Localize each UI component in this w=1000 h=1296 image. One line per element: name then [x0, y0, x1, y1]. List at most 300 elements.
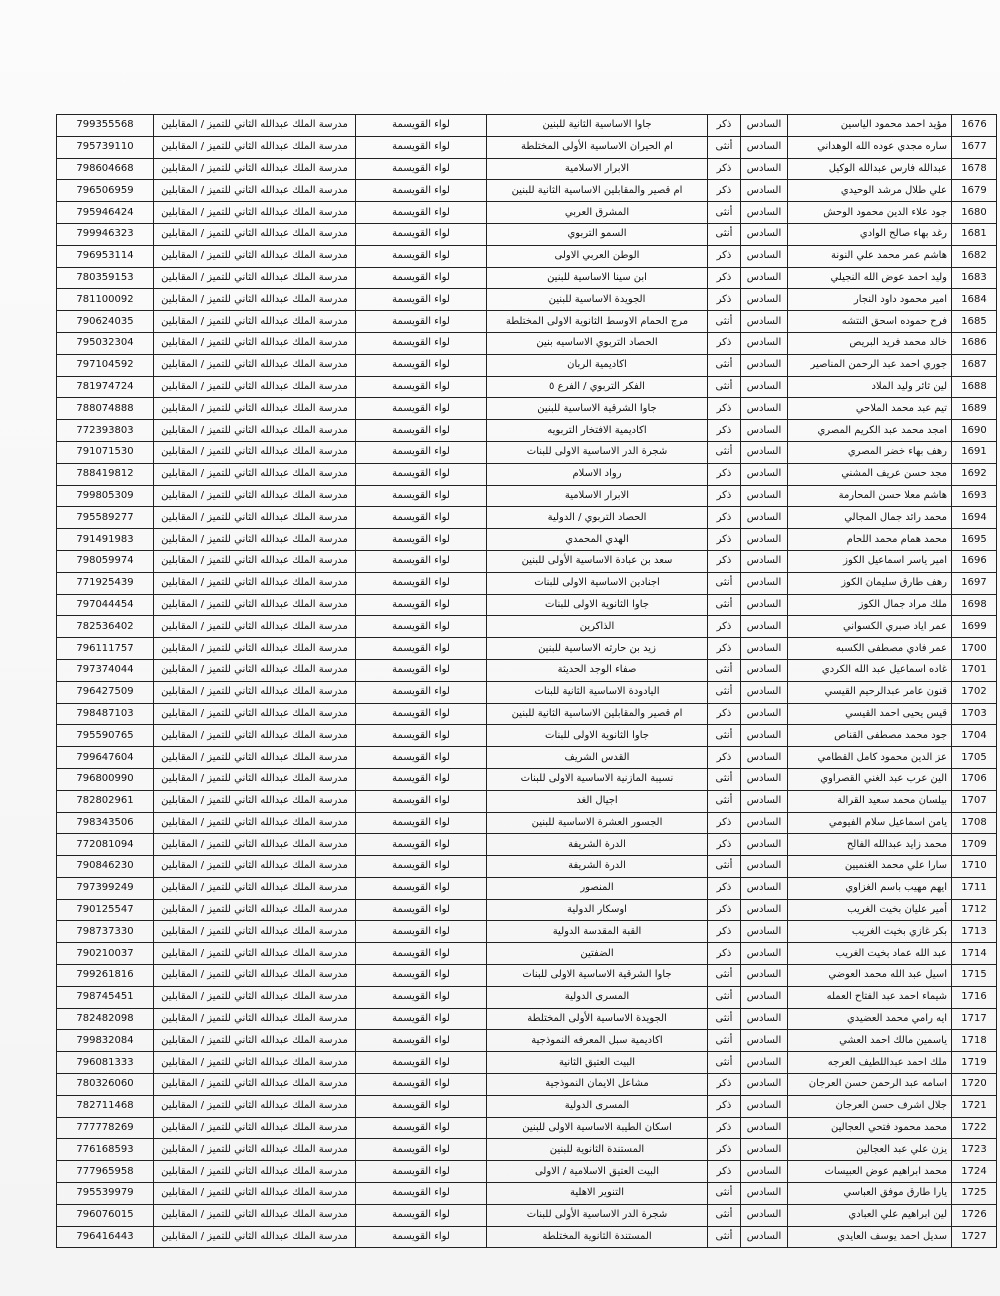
table-row	[57, 703, 997, 725]
grade-cell: السادس	[741, 856, 788, 878]
table-row	[57, 1052, 997, 1074]
seat-number: 797374044	[57, 659, 154, 681]
student-name: سارا علي محمد الغنميين	[788, 856, 952, 878]
gender-cell: أنثى	[708, 790, 741, 812]
directorate-cell: لواء القويسمة	[356, 441, 487, 463]
table-row	[57, 245, 997, 267]
table-row	[57, 856, 997, 878]
gender-cell: أنثى	[708, 1183, 741, 1205]
exam-center: مدرسة الملك عبدالله الثاني للتميز / المقابلين	[154, 1008, 356, 1030]
table-row	[57, 202, 997, 224]
row-number: 1694	[952, 507, 997, 529]
seat-number: 795946424	[57, 202, 154, 224]
student-name: ايهم مهيب باسم الغزاوي	[788, 877, 952, 899]
grade-cell: السادس	[741, 572, 788, 594]
student-name: محمد زايد عبدالله الفالح	[788, 834, 952, 856]
directorate-cell: لواء القويسمة	[356, 899, 487, 921]
exam-center: مدرسة الملك عبدالله الثاني للتميز / المقابلين	[154, 725, 356, 747]
directorate-cell: لواء القويسمة	[356, 420, 487, 442]
grade-cell: السادس	[741, 376, 788, 398]
school-name: صفاء الوجد الحديثة	[487, 659, 708, 681]
table-row	[57, 790, 997, 812]
seat-number: 795590765	[57, 725, 154, 747]
gender-cell: ذكر	[708, 616, 741, 638]
student-name: اسيل عبد الله محمد العوضي	[788, 965, 952, 987]
grade-cell: السادس	[741, 507, 788, 529]
student-name: ملك احمد عبداللطيف العرجه	[788, 1052, 952, 1074]
grade-cell: السادس	[741, 180, 788, 202]
gender-cell: ذكر	[708, 180, 741, 202]
school-name: ام قصير والمقابلين الاساسية الثانية للبنين	[487, 180, 708, 202]
grade-cell: السادس	[741, 877, 788, 899]
directorate-cell: لواء القويسمة	[356, 115, 487, 137]
row-number: 1681	[952, 223, 997, 245]
table-row	[57, 158, 997, 180]
grade-cell: السادس	[741, 790, 788, 812]
row-number: 1686	[952, 332, 997, 354]
row-number: 1689	[952, 398, 997, 420]
school-name: رواد الاسلام	[487, 463, 708, 485]
school-name: التنوير الاهلية	[487, 1183, 708, 1205]
school-name: جاوا الثانوية الاولى للبنات	[487, 594, 708, 616]
row-number: 1685	[952, 311, 997, 333]
grade-cell: السادس	[741, 289, 788, 311]
seat-number: 798745451	[57, 986, 154, 1008]
directorate-cell: لواء القويسمة	[356, 834, 487, 856]
row-number: 1692	[952, 463, 997, 485]
student-name: رغد بهاء صالح الوادي	[788, 223, 952, 245]
row-number: 1679	[952, 180, 997, 202]
student-name: هاشم عمر محمد علي النونة	[788, 245, 952, 267]
directorate-cell: لواء القويسمة	[356, 594, 487, 616]
exam-center: مدرسة الملك عبدالله الثاني للتميز / المقابلين	[154, 681, 356, 703]
seat-number: 788419812	[57, 463, 154, 485]
student-name: عبد الله عماد بخيت الغريب	[788, 943, 952, 965]
grade-cell: السادس	[741, 267, 788, 289]
row-number: 1683	[952, 267, 997, 289]
gender-cell: ذكر	[708, 834, 741, 856]
student-name: رهف بهاء خضر المصري	[788, 441, 952, 463]
grade-cell: السادس	[741, 420, 788, 442]
table-row	[57, 1204, 997, 1226]
directorate-cell: لواء القويسمة	[356, 703, 487, 725]
gender-cell: أنثى	[708, 223, 741, 245]
seat-number: 781974724	[57, 376, 154, 398]
row-number: 1695	[952, 529, 997, 551]
school-name: الذاكرين	[487, 616, 708, 638]
seat-number: 777778269	[57, 1117, 154, 1139]
row-number: 1705	[952, 747, 997, 769]
directorate-cell: لواء القويسمة	[356, 332, 487, 354]
grade-cell: السادس	[741, 136, 788, 158]
school-name: الفكر التربوي / الفرع ٥	[487, 376, 708, 398]
exam-center: مدرسة الملك عبدالله الثاني للتميز / المقابلين	[154, 485, 356, 507]
school-name: اوسكار الدولية	[487, 899, 708, 921]
exam-center: مدرسة الملك عبدالله الثاني للتميز / المقابلين	[154, 289, 356, 311]
student-name: محمد همام محمد اللحام	[788, 529, 952, 551]
exam-center: مدرسة الملك عبدالله الثاني للتميز / المقابلين	[154, 943, 356, 965]
seat-number: 799355568	[57, 115, 154, 137]
student-name: خالد محمد فريد البريص	[788, 332, 952, 354]
gender-cell: أنثى	[708, 354, 741, 376]
table-row	[57, 768, 997, 790]
gender-cell: ذكر	[708, 332, 741, 354]
student-name: فرح حموده اسحق النتشه	[788, 311, 952, 333]
seat-number: 798737330	[57, 921, 154, 943]
student-roster-table	[56, 114, 997, 1248]
student-name: عبدالله فارس عبدالله الوكيل	[788, 158, 952, 180]
grade-cell: السادس	[741, 986, 788, 1008]
gender-cell: ذكر	[708, 550, 741, 572]
student-name: وليد احمد عوض الله النجيلي	[788, 267, 952, 289]
table-row	[57, 1095, 997, 1117]
row-number: 1708	[952, 812, 997, 834]
school-name: اكاديمية الافتخار التربويه	[487, 420, 708, 442]
seat-number: 798487103	[57, 703, 154, 725]
directorate-cell: لواء القويسمة	[356, 311, 487, 333]
table-row	[57, 572, 997, 594]
directorate-cell: لواء القويسمة	[356, 376, 487, 398]
school-name: ابن سينا الاساسية للبنين	[487, 267, 708, 289]
student-name: يارا طارق موفق العباسي	[788, 1183, 952, 1205]
directorate-cell: لواء القويسمة	[356, 1139, 487, 1161]
student-name: عز الدين محمود كامل القطامي	[788, 747, 952, 769]
seat-number: 799946323	[57, 223, 154, 245]
exam-center: مدرسة الملك عبدالله الثاني للتميز / المقابلين	[154, 550, 356, 572]
seat-number: 791071530	[57, 441, 154, 463]
exam-center: مدرسة الملك عبدالله الثاني للتميز / المقابلين	[154, 1139, 356, 1161]
gender-cell: ذكر	[708, 1095, 741, 1117]
seat-number: 772081094	[57, 834, 154, 856]
school-name: السمو التربوي	[487, 223, 708, 245]
table-row	[57, 289, 997, 311]
row-number: 1727	[952, 1226, 997, 1248]
directorate-cell: لواء القويسمة	[356, 245, 487, 267]
row-number: 1725	[952, 1183, 997, 1205]
seat-number: 796427509	[57, 681, 154, 703]
grade-cell: السادس	[741, 1052, 788, 1074]
school-name: البيت العتيق الاسلامية / الاولى	[487, 1161, 708, 1183]
school-name: شجرة الدر الاساسية الأولى للبنات	[487, 1204, 708, 1226]
grade-cell: السادس	[741, 1161, 788, 1183]
row-number: 1700	[952, 638, 997, 660]
seat-number: 799832084	[57, 1030, 154, 1052]
grade-cell: السادس	[741, 659, 788, 681]
row-number: 1691	[952, 441, 997, 463]
directorate-cell: لواء القويسمة	[356, 943, 487, 965]
row-number: 1682	[952, 245, 997, 267]
directorate-cell: لواء القويسمة	[356, 616, 487, 638]
student-name: يزن علي عبد العجالين	[788, 1139, 952, 1161]
directorate-cell: لواء القويسمة	[356, 877, 487, 899]
school-name: اجيال الغد	[487, 790, 708, 812]
exam-center: مدرسة الملك عبدالله الثاني للتميز / المقابلين	[154, 158, 356, 180]
table-row	[57, 376, 997, 398]
directorate-cell: لواء القويسمة	[356, 659, 487, 681]
table-row	[57, 594, 997, 616]
school-name: جاوا الاساسية الثانية للبنين	[487, 115, 708, 137]
school-name: المشرق العربي	[487, 202, 708, 224]
school-name: جاوا الشرقية الاساسية للبنين	[487, 398, 708, 420]
grade-cell: السادس	[741, 747, 788, 769]
seat-number: 796800990	[57, 768, 154, 790]
exam-center: مدرسة الملك عبدالله الثاني للتميز / المقابلين	[154, 790, 356, 812]
grade-cell: السادس	[741, 223, 788, 245]
student-name: امير ياسر اسماعيل الكوز	[788, 550, 952, 572]
seat-number: 781100092	[57, 289, 154, 311]
table-row	[57, 1074, 997, 1096]
exam-center: مدرسة الملك عبدالله الثاني للتميز / المقابلين	[154, 1095, 356, 1117]
student-name: شيماء احمد عبد الفتاح العمله	[788, 986, 952, 1008]
seat-number: 782536402	[57, 616, 154, 638]
school-name: الجويدة الاساسية للبنين	[487, 289, 708, 311]
seat-number: 772393803	[57, 420, 154, 442]
directorate-cell: لواء القويسمة	[356, 529, 487, 551]
table-row	[57, 115, 997, 137]
table-row	[57, 1030, 997, 1052]
row-number: 1718	[952, 1030, 997, 1052]
student-name: عمر فادي مصطفى الكسبه	[788, 638, 952, 660]
seat-number: 797044454	[57, 594, 154, 616]
seat-number: 795739110	[57, 136, 154, 158]
gender-cell: أنثى	[708, 659, 741, 681]
exam-center: مدرسة الملك عبدالله الثاني للتميز / المقابلين	[154, 965, 356, 987]
directorate-cell: لواء القويسمة	[356, 768, 487, 790]
table-row	[57, 725, 997, 747]
table-row	[57, 180, 997, 202]
gender-cell: ذكر	[708, 747, 741, 769]
school-name: مرج الحمام الاوسط الثانوية الاولى المختلطة	[487, 311, 708, 333]
row-number: 1711	[952, 877, 997, 899]
exam-center: مدرسة الملك عبدالله الثاني للتميز / المقابلين	[154, 376, 356, 398]
directorate-cell: لواء القويسمة	[356, 180, 487, 202]
table-row	[57, 616, 997, 638]
table-row	[57, 1117, 997, 1139]
exam-center: مدرسة الملك عبدالله الثاني للتميز / المقابلين	[154, 703, 356, 725]
grade-cell: السادس	[741, 812, 788, 834]
exam-center: مدرسة الملك عبدالله الثاني للتميز / المقابلين	[154, 659, 356, 681]
school-name: المسرى الدولية	[487, 1095, 708, 1117]
grade-cell: السادس	[741, 681, 788, 703]
grade-cell: السادس	[741, 1183, 788, 1205]
school-name: جاوا الثانوية الاولى للبنات	[487, 725, 708, 747]
directorate-cell: لواء القويسمة	[356, 158, 487, 180]
gender-cell: أنثى	[708, 136, 741, 158]
grade-cell: السادس	[741, 441, 788, 463]
seat-number: 780359153	[57, 267, 154, 289]
table-row	[57, 943, 997, 965]
seat-number: 796111757	[57, 638, 154, 660]
student-name: هاشم معلا حسن المحارمة	[788, 485, 952, 507]
exam-center: مدرسة الملك عبدالله الثاني للتميز / المقابلين	[154, 812, 356, 834]
exam-center: مدرسة الملك عبدالله الثاني للتميز / المقابلين	[154, 115, 356, 137]
gender-cell: أنثى	[708, 965, 741, 987]
grade-cell: السادس	[741, 1074, 788, 1096]
gender-cell: أنثى	[708, 856, 741, 878]
grade-cell: السادس	[741, 899, 788, 921]
table-row	[57, 1183, 997, 1205]
seat-number: 799805309	[57, 485, 154, 507]
school-name: الجويدة الاساسية الأولى المختلطة	[487, 1008, 708, 1030]
row-number: 1726	[952, 1204, 997, 1226]
directorate-cell: لواء القويسمة	[356, 812, 487, 834]
gender-cell: أنثى	[708, 1052, 741, 1074]
grade-cell: السادس	[741, 529, 788, 551]
gender-cell: ذكر	[708, 158, 741, 180]
gender-cell: أنثى	[708, 1204, 741, 1226]
student-name: جلال اشرف حسن العرجان	[788, 1095, 952, 1117]
grade-cell: السادس	[741, 1117, 788, 1139]
exam-center: مدرسة الملك عبدالله الثاني للتميز / المقابلين	[154, 441, 356, 463]
school-name: الدرة الشريفة	[487, 856, 708, 878]
grade-cell: السادس	[741, 1226, 788, 1248]
student-name: أمير عليان بخيت الغريب	[788, 899, 952, 921]
directorate-cell: لواء القويسمة	[356, 1161, 487, 1183]
row-number: 1698	[952, 594, 997, 616]
exam-center: مدرسة الملك عبدالله الثاني للتميز / المقابلين	[154, 180, 356, 202]
table-row	[57, 1226, 997, 1248]
student-name: جود علاء الدين محمود الوحش	[788, 202, 952, 224]
directorate-cell: لواء القويسمة	[356, 1117, 487, 1139]
directorate-cell: لواء القويسمة	[356, 1008, 487, 1030]
exam-center: مدرسة الملك عبدالله الثاني للتميز / المقابلين	[154, 594, 356, 616]
seat-number: 798343506	[57, 812, 154, 834]
exam-center: مدرسة الملك عبدالله الثاني للتميز / المقابلين	[154, 463, 356, 485]
directorate-cell: لواء القويسمة	[356, 681, 487, 703]
row-number: 1723	[952, 1139, 997, 1161]
gender-cell: أنثى	[708, 594, 741, 616]
row-number: 1678	[952, 158, 997, 180]
student-name: محمد رائد جمال المجالي	[788, 507, 952, 529]
gender-cell: أنثى	[708, 986, 741, 1008]
student-name: جود محمد مصطفى القناص	[788, 725, 952, 747]
seat-number: 796076015	[57, 1204, 154, 1226]
grade-cell: السادس	[741, 594, 788, 616]
exam-center: مدرسة الملك عبدالله الثاني للتميز / المقابلين	[154, 354, 356, 376]
grade-cell: السادس	[741, 1030, 788, 1052]
student-name: ايه رامي محمد العضيدي	[788, 1008, 952, 1030]
gender-cell: ذكر	[708, 485, 741, 507]
student-name: ساره مجدي عوده الله الوهداني	[788, 136, 952, 158]
gender-cell: أنثى	[708, 1008, 741, 1030]
seat-number: 799647604	[57, 747, 154, 769]
exam-center: مدرسة الملك عبدالله الثاني للتميز / المقابلين	[154, 638, 356, 660]
table-row	[57, 1139, 997, 1161]
student-name: ياسمين مالك احمد العشي	[788, 1030, 952, 1052]
table-row	[57, 877, 997, 899]
grade-cell: السادس	[741, 768, 788, 790]
row-number: 1677	[952, 136, 997, 158]
school-name: ام قصير والمقابلين الاساسية الثانية للبنين	[487, 703, 708, 725]
grade-cell: السادس	[741, 332, 788, 354]
school-name: الهدي المحمدي	[487, 529, 708, 551]
seat-number: 780326060	[57, 1074, 154, 1096]
gender-cell: ذكر	[708, 1139, 741, 1161]
grade-cell: السادس	[741, 1204, 788, 1226]
directorate-cell: لواء القويسمة	[356, 1052, 487, 1074]
row-number: 1716	[952, 986, 997, 1008]
table-row	[57, 550, 997, 572]
seat-number: 798604668	[57, 158, 154, 180]
directorate-cell: لواء القويسمة	[356, 485, 487, 507]
gender-cell: أنثى	[708, 376, 741, 398]
table-row	[57, 223, 997, 245]
school-name: الابرار الاسلامية	[487, 158, 708, 180]
row-number: 1690	[952, 420, 997, 442]
school-name: زيد بن حارثه الاساسية للبنين	[487, 638, 708, 660]
seat-number: 777965958	[57, 1161, 154, 1183]
grade-cell: السادس	[741, 115, 788, 137]
row-number: 1697	[952, 572, 997, 594]
grade-cell: السادس	[741, 158, 788, 180]
gender-cell: ذكر	[708, 463, 741, 485]
exam-center: مدرسة الملك عبدالله الثاني للتميز / المقابلين	[154, 986, 356, 1008]
exam-center: مدرسة الملك عبدالله الثاني للتميز / المقابلين	[154, 856, 356, 878]
exam-center: مدرسة الملك عبدالله الثاني للتميز / المقابلين	[154, 267, 356, 289]
grade-cell: السادس	[741, 202, 788, 224]
directorate-cell: لواء القويسمة	[356, 725, 487, 747]
row-number: 1680	[952, 202, 997, 224]
row-number: 1676	[952, 115, 997, 137]
exam-center: مدرسة الملك عبدالله الثاني للتميز / المقابلين	[154, 899, 356, 921]
school-name: شجرة الدر الاساسية الاولى للبنات	[487, 441, 708, 463]
row-number: 1712	[952, 899, 997, 921]
directorate-cell: لواء القويسمة	[356, 965, 487, 987]
school-name: الحصاد التربوي الاساسيه بنين	[487, 332, 708, 354]
table-row	[57, 420, 997, 442]
gender-cell: أنثى	[708, 441, 741, 463]
gender-cell: ذكر	[708, 289, 741, 311]
exam-center: مدرسة الملك عبدالله الثاني للتميز / المقابلين	[154, 572, 356, 594]
grade-cell: السادس	[741, 943, 788, 965]
student-name: اسامه عبد الرحمن حسن العرجان	[788, 1074, 952, 1096]
exam-center: مدرسة الملك عبدالله الثاني للتميز / المقابلين	[154, 398, 356, 420]
directorate-cell: لواء القويسمة	[356, 1074, 487, 1096]
school-name: اسكان الطيبة الاساسية الاولى للبنين	[487, 1117, 708, 1139]
exam-center: مدرسة الملك عبدالله الثاني للتميز / المقابلين	[154, 768, 356, 790]
row-number: 1702	[952, 681, 997, 703]
table-row	[57, 812, 997, 834]
exam-center: مدرسة الملك عبدالله الثاني للتميز / المقابلين	[154, 202, 356, 224]
directorate-cell: لواء القويسمة	[356, 921, 487, 943]
student-name: قنون عامر عبدالرحيم القيسي	[788, 681, 952, 703]
exam-center: مدرسة الملك عبدالله الثاني للتميز / المقابلين	[154, 136, 356, 158]
gender-cell: ذكر	[708, 1117, 741, 1139]
row-number: 1717	[952, 1008, 997, 1030]
row-number: 1713	[952, 921, 997, 943]
exam-center: مدرسة الملك عبدالله الثاني للتميز / المقابلين	[154, 747, 356, 769]
student-name: قيس يحيى احمد القيسي	[788, 703, 952, 725]
school-name: اليادودة الاساسية الثانية للبنات	[487, 681, 708, 703]
row-number: 1704	[952, 725, 997, 747]
directorate-cell: لواء القويسمة	[356, 1030, 487, 1052]
gender-cell: ذكر	[708, 115, 741, 137]
school-name: القبة المقدسة الدولية	[487, 921, 708, 943]
row-number: 1722	[952, 1117, 997, 1139]
table-row	[57, 681, 997, 703]
seat-number: 795539979	[57, 1183, 154, 1205]
school-name: الضفتين	[487, 943, 708, 965]
seat-number: 782711468	[57, 1095, 154, 1117]
grade-cell: السادس	[741, 703, 788, 725]
table-row	[57, 986, 997, 1008]
row-number: 1719	[952, 1052, 997, 1074]
row-number: 1701	[952, 659, 997, 681]
seat-number: 796953114	[57, 245, 154, 267]
grade-cell: السادس	[741, 921, 788, 943]
exam-center: مدرسة الملك عبدالله الثاني للتميز / المقابلين	[154, 223, 356, 245]
grade-cell: السادس	[741, 550, 788, 572]
